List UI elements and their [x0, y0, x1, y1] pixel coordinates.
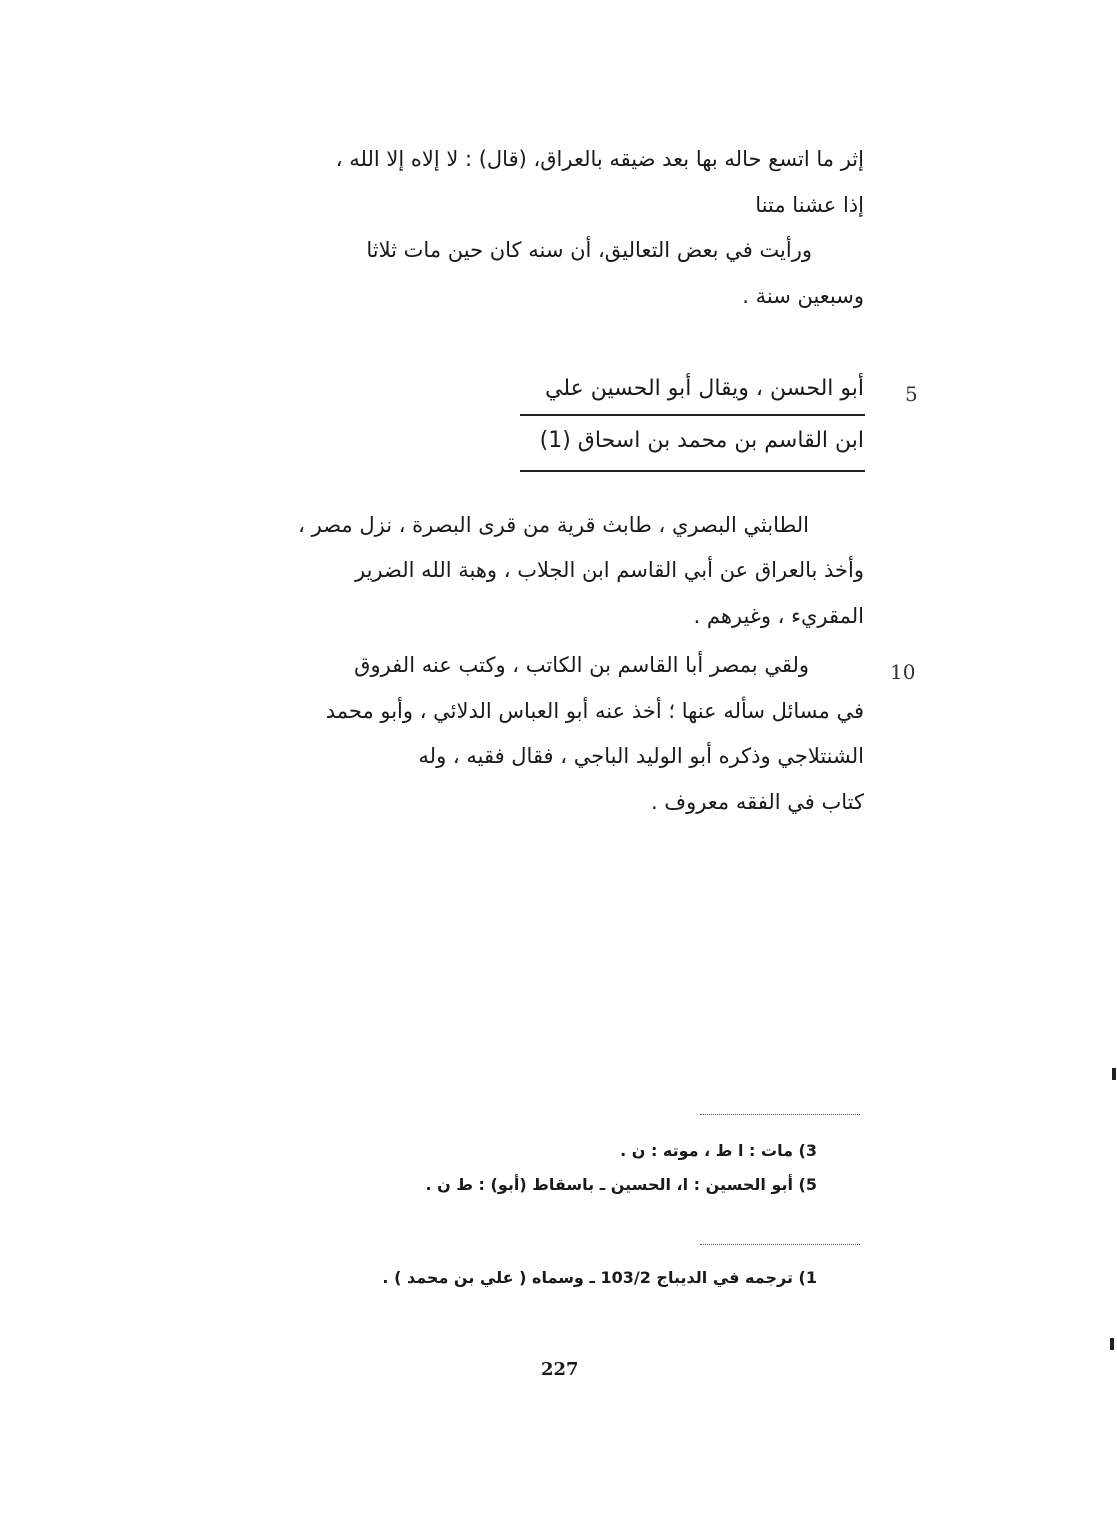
heading-underline	[520, 414, 865, 416]
text-line: وسبعين سنة .	[742, 284, 864, 308]
variant-note: 5) أبو الحسين : ا، الحسين ـ باسقاط (أبو) : ط ن .	[425, 1175, 817, 1194]
text-line: ورأيت في بعض التعاليق، أن سنه كان حين مات ثلاثا	[366, 238, 812, 262]
notes-separator	[700, 1114, 860, 1115]
line-number: 5	[905, 382, 918, 406]
text-line: إثر ما اتسع حاله بها بعد ضيقه بالعراق، (قال) : لا إلاه إلا الله ،	[335, 147, 864, 171]
footnote: 1) ترجمه في الديباج 103/2 ـ وسماه ( علي بن محمد ) .	[382, 1268, 817, 1287]
text-line: الشنتلاجي وذكره أبو الوليد الباجي ، فقال فقيه ، وله	[418, 744, 864, 768]
heading-underline	[520, 470, 865, 472]
line-number: 10	[890, 660, 916, 684]
footnotes-separator	[700, 1244, 860, 1245]
entry-heading-line1: أبو الحسن ، ويقال أبو الحسين علي	[545, 376, 864, 401]
text-line: المقريء ، وغيرهم .	[693, 604, 864, 628]
text-line: الطابثي البصري ، طابث قرية من قرى البصرة ، نزل مصر ،	[298, 513, 809, 537]
variant-note: 3) مات : ا ط ، موته : ن .	[620, 1141, 817, 1160]
text-line: كتاب في الفقه معروف .	[650, 790, 864, 814]
scan-mark	[1112, 1068, 1116, 1080]
entry-heading-line2: ابن القاسم بن محمد بن اسحاق (1)	[539, 428, 864, 453]
text-line: ولقي بمصر أبا القاسم بن الكاتب ، وكتب عنه الفروق	[354, 653, 809, 677]
text-line: في مسائل سأله عنها ؛ أخذ عنه أبو العباس الدلائي ، وأبو محمد	[325, 699, 864, 723]
text-line: إذا عشنا متنا	[755, 193, 864, 217]
text-line: وأخذ بالعراق عن أبي القاسم ابن الجلاب ، وهبة الله الضرير	[355, 558, 864, 582]
page-number: 227	[541, 1359, 579, 1380]
scan-mark	[1110, 1338, 1114, 1350]
